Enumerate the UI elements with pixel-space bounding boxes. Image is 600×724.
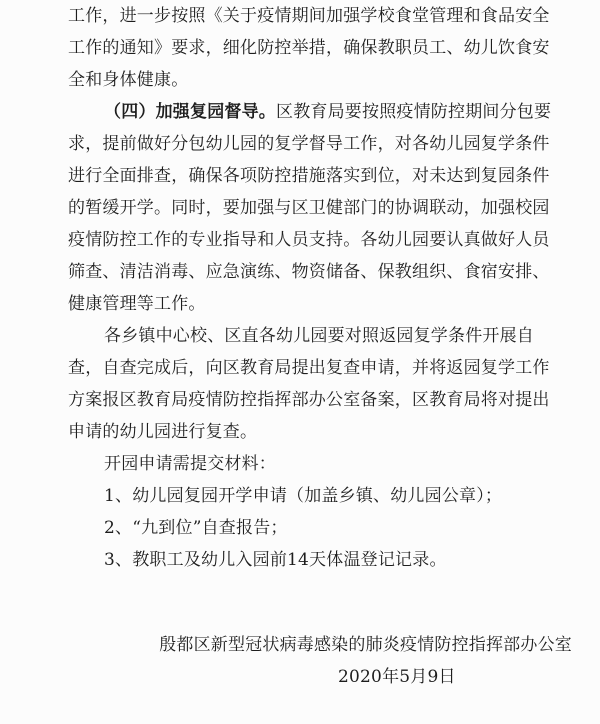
materials-intro: 开园申请需提交材料： [104,454,276,474]
text-line: 进行全面排查，确保各项防控措施落实到位，对未达到复园条件 [68,166,550,186]
text-line: 方案报区教育局疫情防控指挥部办公室备案，区教育局将对提出 [68,390,550,410]
signature-date: 2020年5月9日 [338,667,456,687]
signature-organization: 殷都区新型冠状病毒感染的肺炎疫情防控指挥部办公室 [159,635,572,655]
text-line: 工作的通知》要求，细化防控举措，确保教职员工、幼儿饮食安 [68,38,550,58]
text-line: 工作，进一步按照《关于疫情期间加强学校食堂管理和食品安全 [68,6,550,26]
text-line: 筛查、清洁消毒、应急演练、物资储备、保教组织、食宿安排、 [68,262,550,282]
list-item: 2、“九到位”自查报告； [104,518,288,538]
text-line: 查，自查完成后，向区教育局提出复查申请，并将返园复学工作 [68,358,550,378]
section-4-first-line-text: 区教育局要按照疫情防控期间分包要 [276,102,552,122]
text-line: 申请的幼儿园进行复查。 [68,422,258,442]
text-line: 健康管理等工作。 [68,294,206,314]
text-line: 的暂缓开学。同时，要加强与区卫健部门的协调联动，加强校园 [68,198,550,218]
section-4-first-line [104,100,551,124]
text-line: 求，提前做好分包幼儿园的复学督导工作，对各幼儿园复学条件 [68,134,550,154]
text-line: 各乡镇中心校、区直各幼儿园要对照返园复学条件开展自 [104,326,534,346]
list-item: 3、教职工及幼儿入园前14天体温登记记录。 [104,550,447,570]
text-line: 疫情防控工作的专业指导和人员支持。各幼儿园要认真做好人员 [68,230,550,250]
section-4-heading: （四）加强复园督导。 [104,102,276,122]
list-item: 1、幼儿园复园开学申请（加盖乡镇、幼儿园公章）； [104,486,503,506]
text-line: 全和身体健康。 [68,70,189,90]
